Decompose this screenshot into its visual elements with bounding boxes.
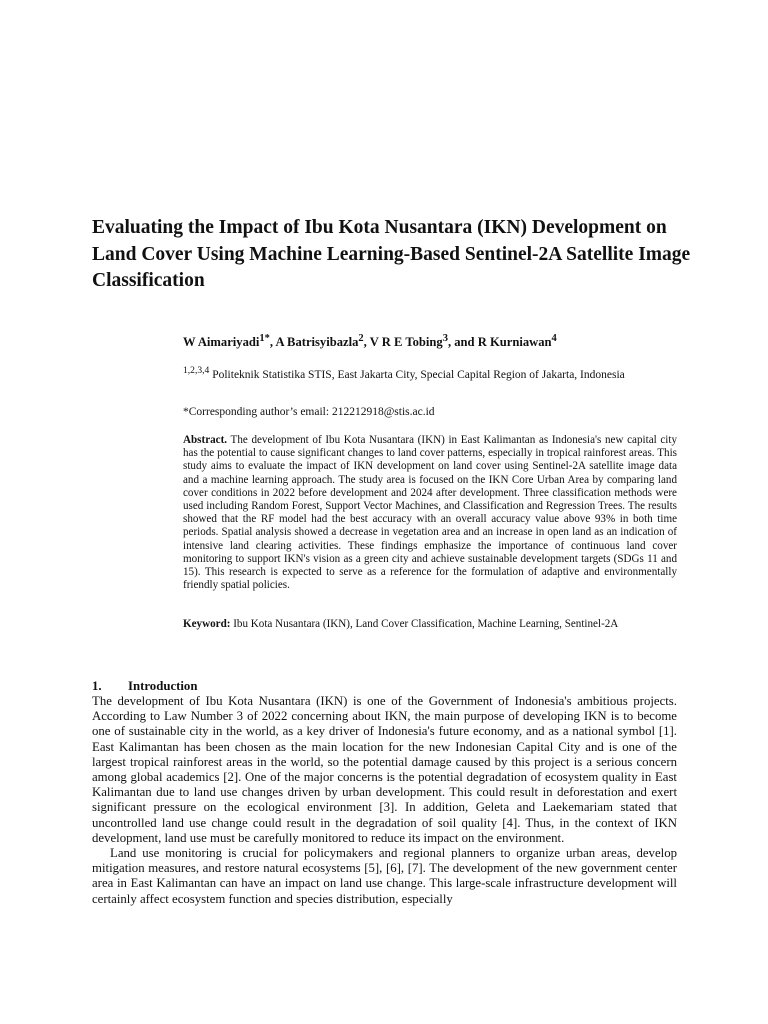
abstract-text: The development of Ibu Kota Nusantara (IKN) in East Kalimantan as Indonesia's new capital city has the potential to cause significant changes to land cover patterns, especially in tropical rainforest areas. This study aims to evaluate the impact of IKN development on land cover using Sentinel-2A satellite image data and a machine learning approach. The study area is focused on the IKN Core Urban Area by comparing land cover conditions in 2022 before development and 2024 after development. Three classification methods were used including Random Forest, Support Vector Machines, and Classification and Regression Trees. The results showed that the RF model had the best accuracy with an overall accuracy value above 93% in both time periods. Spatial analysis showed a decrease in vegetation area and an increase in open land as an indication of intensive land clearing activities. These findings emphasize the importance of continuous land cover monitoring to support IKN's vision as a green city and achieve sustainable development targets (SDGs 11 and 15). This research is expected to serve as a reference for the formulation of adaptive and environmentally friendly spatial policies. [183,434,677,592]
affiliation [183,363,703,383]
keywords [183,618,677,631]
section-title: Introduction [128,679,198,693]
author-name: A Batrisyibazla [275,335,359,350]
section-number: 1. [92,679,102,693]
abstract [183,434,677,592]
author-name: R Kurniawan [477,335,552,350]
corresponding-email: *Corresponding author’s email: 212212918@stis.ac.id [183,406,435,418]
author-name: W Aimariyadi [183,335,260,350]
abstract-label: Abstract. [183,434,228,446]
body-paragraph: The development of Ibu Kota Nusantara (IKN) is one of the Government of Indonesia's ambitious projects. According to Law Number 3 of 2022 concerning about IKN, the main purpose of developing IKN is to become one of sustainable city in the world, as a key driver of Indonesia's future economy, and as a national symbol [1]. East Kalimantan has been chosen as the main location for the new Indonesian Capital City and is one of the largest tropical rainforest areas in the world, so the potential damage caused by this project is a serious concern among global academics [2]. One of the major concerns is the potential degradation of ecosystem quality in East Kalimantan due to land use changes driven by urban development. This could result in deforestation and exert significant pressure on the ecological environment [3]. In addition, Geleta and Laekemariam stated that uncontrolled land use change could result in the degradation of soil quality [4]. Thus, in the context of IKN development, land use must be carefully monitored to reduce its impact on the environment. [92,694,677,845]
section-body [92,694,677,907]
section-heading [92,679,392,694]
paper-title: Evaluating the Impact of Ibu Kota Nusantara (IKN) Development on Land Cover Using Machine Learning-Based Sentinel-2A Satellite Image Classification [92,217,691,291]
affiliation-text: Politeknik Statistika STIS, East Jakarta City, Special Capital Region of Jakarta, Indonesia [212,368,625,381]
author-separator: , [363,335,370,350]
author-separator: , and [447,335,478,350]
author-affiliation-mark: 4 [551,333,557,344]
author-separator: , [269,335,276,350]
author-name: V R E Tobing [369,335,443,350]
affiliation-mark: 1,2,3,4 [183,365,210,376]
author-list [183,331,703,350]
keyword-text: Ibu Kota Nusantara (IKN), Land Cover Classification, Machine Learning, Sentinel-2A [233,618,619,630]
author-affiliation-mark: 3 [442,333,448,344]
author-affiliation-mark: 1* [259,333,270,344]
body-paragraph: Land use monitoring is crucial for policymakers and regional planners to organize urban areas, develop mitigation measures, and restore natural ecosystems [5], [6], [7]. The development of the new government center area in East Kalimantan can have an impact on land use change. This large-scale infrastructure development will certainly affect ecosystem function and species distribution, especially [92,846,677,906]
keyword-label: Keyword: [183,618,231,630]
author-affiliation-mark: 2 [358,333,364,344]
